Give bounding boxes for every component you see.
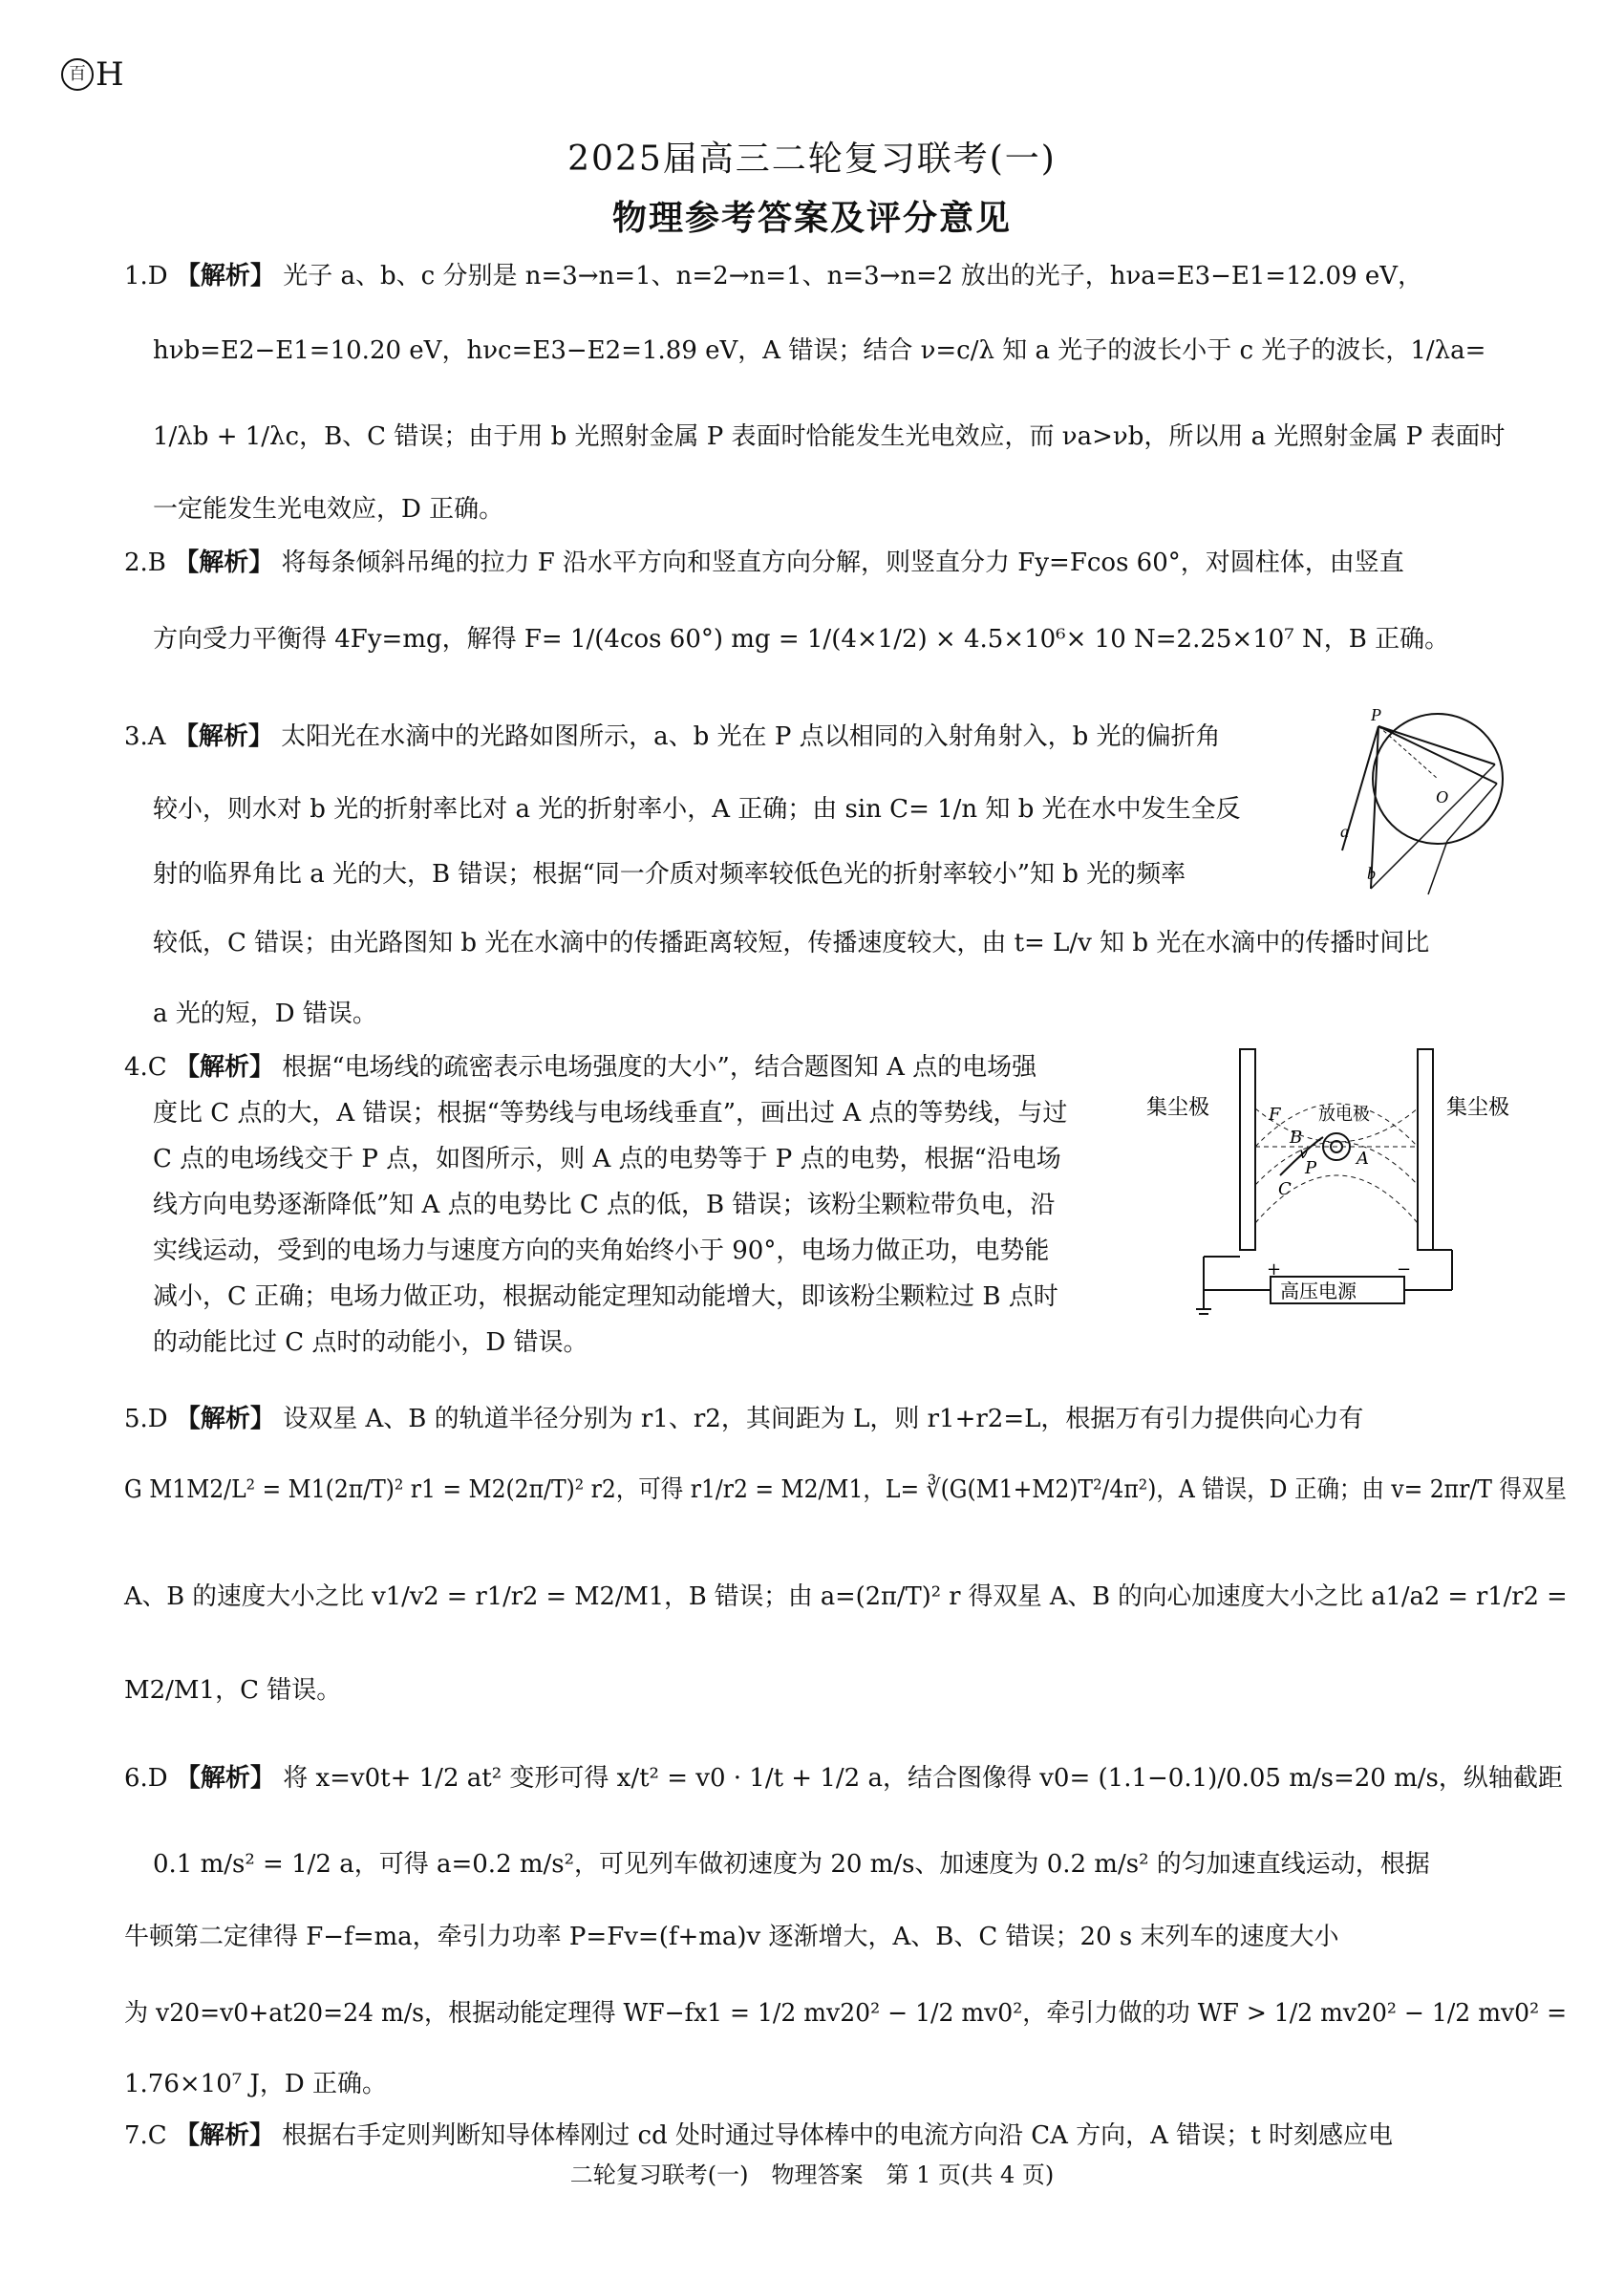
label-a: a — [1340, 822, 1349, 841]
q4-line-6: 减小，C 正确；电场力做正功，根据动能定理知动能增大，即该粉尘颗粒过 B 点时 — [153, 1282, 1058, 1311]
electrostatic-precipitator-figure — [1146, 1032, 1519, 1328]
label-p: P — [1371, 707, 1381, 724]
q5-heading — [124, 1399, 1363, 1434]
q5-number: 5.D — [124, 1405, 168, 1433]
q6-line-2: 0.1 m/s² = 1/2 a，可得 a=0.2 m/s²，可见列车做初速度为 20 m/s、加速度为 0.2 m/s² 的匀加速直线运动，根据 — [153, 1850, 1430, 1879]
label-f: F — [1269, 1105, 1281, 1125]
label-a-point: A — [1357, 1149, 1369, 1169]
q2-number: 2.B — [124, 548, 166, 577]
q2-line-1: 将每条倾斜吊绳的拉力 F 沿水平方向和竖直方向分解，则竖直分力 Fy=Fcos 60°，对圆柱体，由竖直 — [281, 548, 1404, 577]
logo-circle-char: 百 — [61, 58, 94, 91]
ray-a-exit — [1371, 841, 1419, 889]
ray-b-refracted — [1378, 726, 1497, 784]
q3-heading — [124, 717, 1220, 752]
q3-line-3: 射的临界角比 a 光的大，B 错误；根据“同一介质对频率较低色光的折射率较小”知 b 光的频率 — [153, 860, 1186, 889]
q7-line-1: 根据右手定则判断知导体棒刚过 cd 处时通过导体棒中的电流方向沿 CA 方向，A 错误；t 时刻感应电 — [282, 2121, 1393, 2150]
q7-tag: 【解析】 — [174, 2121, 274, 2150]
minus-sign: − — [1397, 1259, 1412, 1280]
q6-tag: 【解析】 — [175, 1764, 275, 1793]
q3-line-1: 太阳光在水滴中的光路如图所示，a、b 光在 P 点以相同的入射角射入，b 光的偏折角 — [281, 722, 1221, 751]
q4-line-3: C 点的电场线交于 P 点，如图所示，则 A 点的电势等于 P 点的电势，根据“沿电场 — [153, 1145, 1061, 1173]
q1-line-2: hνb=E2−E1=10.20 eV，hνc=E3−E2=1.89 eV，A 错误；结合 ν=c/λ 知 a 光子的波长小于 c 光子的波长，1/λa= — [153, 336, 1486, 365]
q3-number: 3.A — [124, 722, 166, 751]
q6-number: 6.D — [124, 1764, 168, 1793]
q3-tag: 【解析】 — [173, 722, 273, 751]
q7-heading — [124, 2116, 1393, 2151]
label-b-point: B — [1290, 1128, 1303, 1148]
q5-line-1: 设双星 A、B 的轨道半径分别为 r1、r2，其间距为 L，则 r1+r2=L，根据万有引力提供向心力有 — [283, 1405, 1364, 1433]
q6-heading — [124, 1758, 1563, 1794]
plus-sign: + — [1267, 1259, 1282, 1280]
page-title: 2025届高三二轮复习联考(一) — [567, 140, 1057, 179]
q3-line-5: a 光的短，D 错误。 — [153, 1000, 377, 1028]
page-subtitle: 物理参考答案及评分意见 — [611, 198, 1012, 238]
q6-line-4: 为 v20=v0+at20=24 m/s，根据动能定理得 WF−fx1 = 1/2 mv20² − 1/2 mv0²，牵引力做的功 WF > 1/2 mv20² − 1/2 mv0² = — [124, 1999, 1568, 2028]
power-supply-label: 高压电源 — [1280, 1281, 1357, 1302]
page-footer: 二轮复习联考(一) 物理答案 第 1 页(共 4 页) — [569, 2162, 1055, 2188]
q4-line-4: 线方向电势逐渐降低”知 A 点的电势比 C 点的低，B 错误；该粉尘颗粒带负电，沿 — [153, 1191, 1056, 1219]
label-b: b — [1367, 864, 1376, 883]
q5-tag: 【解析】 — [175, 1405, 275, 1433]
q1-line-3: 1/λb + 1/λc，B、C 错误；由于用 b 光照射金属 P 表面时恰能发生光电效应，而 νa>νb，所以用 a 光照射金属 P 表面时 — [153, 422, 1506, 451]
left-plate-label: 集尘极 — [1146, 1095, 1210, 1119]
label-c-point: C — [1278, 1179, 1292, 1199]
q4-line-7: 的动能比过 C 点时的动能小，D 错误。 — [153, 1328, 588, 1357]
label-v: v — [1299, 1144, 1309, 1162]
q1-line-4: 一定能发生光电效应，D 正确。 — [153, 495, 504, 524]
ray-b-exit — [1428, 841, 1447, 894]
q4-line-2: 度比 C 点的大，A 错误；根据“等势线与电场线垂直”，画出过 A 点的等势线，与过 — [153, 1099, 1068, 1128]
q4-heading — [124, 1047, 1036, 1083]
q4-line-5: 实线运动，受到的电场力与速度方向的夹角始终小于 90°，电场力做正功，电势能 — [153, 1237, 1050, 1265]
ray-a-refracted — [1378, 726, 1495, 764]
left-collector-plate — [1240, 1049, 1255, 1250]
q2-line-2: 方向受力平衡得 4Fy=mg，解得 F= 1/(4cos 60°) mg = 1/(4×1/2) × 4.5×10⁶× 10 N=2.25×10⁷ N，B 正确。 — [153, 625, 1450, 654]
discharge-electrode-label: 放电极 — [1318, 1105, 1370, 1124]
right-plate-label: 集尘极 — [1446, 1095, 1510, 1119]
q4-tag: 【解析】 — [174, 1053, 274, 1082]
q3-line-2: 较小，则水对 b 光的折射率比对 a 光的折射率小，A 正确；由 sin C= 1/n 知 b 光在水中发生全反 — [153, 795, 1241, 824]
raindrop-light-path-figure — [1333, 707, 1524, 898]
normal-line — [1378, 726, 1438, 779]
q7-number: 7.C — [124, 2121, 167, 2150]
publisher-logo — [61, 55, 124, 94]
q1-line-1: 光子 a、b、c 分别是 n=3→n=1、n=2→n=1、n=3→n=2 放出的光子，hνa=E3−E1=12.09 eV， — [283, 262, 1423, 290]
q1-number: 1.D — [124, 262, 168, 290]
q5-line-2: G M1M2/L² = M1(2π/T)² r1 = M2(2π/T)² r2，可得 r1/r2 = M2/M1，L= ∛(G(M1+M2)T²/4π²)，A 错误，D 正确；由 v= 2πr/T 得双星 — [124, 1475, 1567, 1504]
q1-tag: 【解析】 — [175, 262, 275, 290]
q2-heading — [124, 543, 1404, 578]
q2-tag: 【解析】 — [174, 548, 274, 577]
q5-line-3: A、B 的速度大小之比 v1/v2 = r1/r2 = M2/M1，B 错误；由 a=(2π/T)² r 得双星 A、B 的向心加速度大小之比 a1/a2 = r1/r2 = — [124, 1582, 1568, 1611]
q3-line-4: 较低，C 错误；由光路图知 b 光在水滴中的传播距离较短，传播速度较大，由 t= L/v 知 b 光在水滴中的传播时间比 — [153, 929, 1430, 957]
q5-line-4: M2/M1，C 错误。 — [124, 1676, 342, 1705]
q1-heading — [124, 256, 1422, 291]
ray-b-reflected — [1447, 784, 1497, 841]
q4-number: 4.C — [124, 1053, 167, 1082]
q6-line-3: 牛顿第二定律得 F−f=ma，牵引力功率 P=Fv=(f+ma)v 逐渐增大，A、B、C 错误；20 s 末列车的速度大小 — [124, 1923, 1339, 1951]
q6-line-1: 将 x=v0t+ 1/2 at² 变形可得 x/t² = v0 · 1/t + 1/2 a，结合图像得 v0= (1.1−0.1)/0.05 m/s=20 m/s，纵轴截距 — [283, 1764, 1563, 1793]
label-p-point: P — [1305, 1158, 1317, 1178]
q6-line-5: 1.76×10⁷ J，D 正确。 — [124, 2070, 387, 2098]
label-o: O — [1436, 787, 1448, 807]
logo-letter: H — [96, 55, 124, 94]
right-collector-plate — [1418, 1049, 1433, 1250]
q4-line-1: 根据“电场线的疏密表示电场强度的大小”，结合题图知 A 点的电场强 — [282, 1053, 1037, 1082]
